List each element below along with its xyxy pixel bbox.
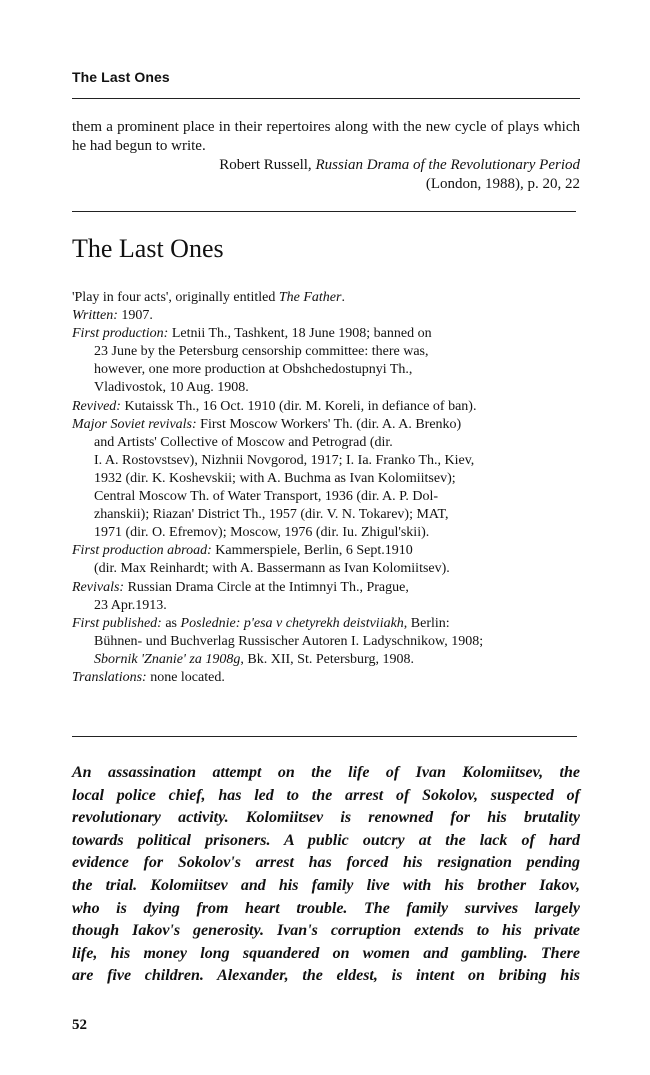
first-production-line: Letnii Th., Tashkent, 18 June 1908; banned on [168,326,432,342]
synopsis-line: are five children. Alexander, the eldest, is intent on bribing his [72,967,580,985]
translations-label: Translations: [72,669,147,685]
first-production-line: 23 June by the Petersburg censorship committee: there was, [94,344,429,360]
running-header: The Last Ones [72,69,170,85]
major-revivals-entry [72,416,580,543]
quotation-block [72,118,580,194]
synopsis-line: life, his money long squandered on women and gambling. There [72,944,580,962]
first-abroad-line: (dir. Max Reinhardt; with A. Bassermann as Ivan Kolomiitsev). [94,561,450,577]
first-production-entry [72,325,580,397]
play-description-end: . [341,290,345,305]
synopsis-line: revolutionary activity. Kolomiitsev is renowned for his brutality [72,809,580,827]
revived-entry [72,398,580,416]
page-number: 52 [72,1017,87,1033]
written-entry [72,307,580,325]
first-published-label: First published: [72,615,162,631]
synopsis [72,762,580,988]
play-description [72,289,580,307]
major-revivals-line: I. A. Rostovstsev), Nizhnii Novgorod, 1917; I. Ia. Franko Th., Kiev, [94,452,475,468]
original-title: The Father [278,290,342,305]
major-revivals-line: Central Moscow Th. of Water Transport, 1936 (dir. A. P. Dol- [94,489,439,505]
first-abroad-label: First production abroad: [72,543,212,559]
synopsis-line: who is dying from heart trouble. The family survives largely [72,899,580,917]
major-revivals-line: 1971 (dir. O. Efremov); Moscow, 1976 (dir. Iu. Zhigul'skii). [94,525,430,541]
revivals-line: 23 Apr.1913. [94,597,167,613]
section-title: The Last Ones [72,234,224,263]
synopsis-line: towards political prisoners. A public outcry at the lack of hard [72,831,580,849]
revivals-label: Revivals: [72,579,125,595]
synopsis-line: An assassination attempt on the life of Ivan Kolomiitsev, the [72,764,580,781]
first-abroad-line: Kammerspiele, Berlin, 6 Sept.1910 [211,543,413,559]
citation-author: Robert Russell, [219,157,316,173]
revivals-entry [72,579,580,615]
first-published-line: Bühnen- und Buchverlag Russischer Autoren I. Ladyschnikow, 1908; [94,633,484,649]
synopsis-line: evidence for Sokolov's arrest has forced his resignation pending [72,854,580,872]
first-published-text: as [161,615,181,631]
sbornik-title: Sbornik 'Znanie' za 1908g [94,651,241,667]
major-revivals-line: 1932 (dir. K. Koshevskii; with A. Buchma as Ivan Kolomiitsev); [94,470,456,486]
written-value: 1907. [117,308,153,324]
revivals-line: Russian Drama Circle at the Intimnyi Th., Prague, [124,579,409,595]
header-divider [72,98,580,99]
first-production-line: Vladivostok, 10 Aug. 1908. [94,380,249,396]
citation-book-title: Russian Drama of the Revolutionary Period [315,157,580,173]
translations-entry [72,669,580,687]
first-production-label: First production: [72,326,169,342]
first-published-text: , Berlin: [403,615,450,631]
citation-publication: (London, 1988), p. 20, 22 [425,176,580,192]
synopsis-line: the trial. Kolomiitsev and his family live with his brother Iakov, [72,876,580,894]
revived-value: Kutaissk Th., 16 Oct. 1910 (dir. M. Koreli, in defiance of ban). [120,398,477,414]
published-title: Poslednie: p'esa v chetyrekh deistviiakh [180,615,404,631]
first-published-text: , Bk. XII, St. Petersburg, 1908. [240,651,414,667]
major-revivals-line: zhanskii); Riazan' District Th., 1957 (dir. V. N. Tokarev); MAT, [94,507,449,523]
section-divider-top [72,211,576,212]
production-info [72,289,580,687]
major-revivals-line: First Moscow Workers' Th. (dir. A. A. Brenko) [196,416,462,432]
first-production-line: however, one more production at Obshchedostupnyi Th., [94,362,413,378]
translations-value: none located. [146,669,225,685]
first-published-entry [72,615,580,669]
quotation-text: them a prominent place in their repertoires along with the new cycle of plays which he had begun to write. [72,119,580,154]
major-revivals-line: and Artists' Collective of Moscow and Petrograd (dir. [94,434,393,450]
revived-label: Revived: [72,398,121,414]
synopsis-divider [72,736,577,737]
synopsis-line: though Iakov's generosity. Ivan's corruption extends to his private [72,922,580,940]
major-revivals-label: Major Soviet revivals: [72,416,197,432]
quotation-citation [72,156,580,175]
synopsis-line: local police chief, has led to the arrest of Sokolov, suspected of [72,786,580,804]
first-abroad-entry [72,542,580,578]
written-label: Written: [72,308,118,324]
play-description-text: 'Play in four acts', originally entitled [72,290,279,305]
